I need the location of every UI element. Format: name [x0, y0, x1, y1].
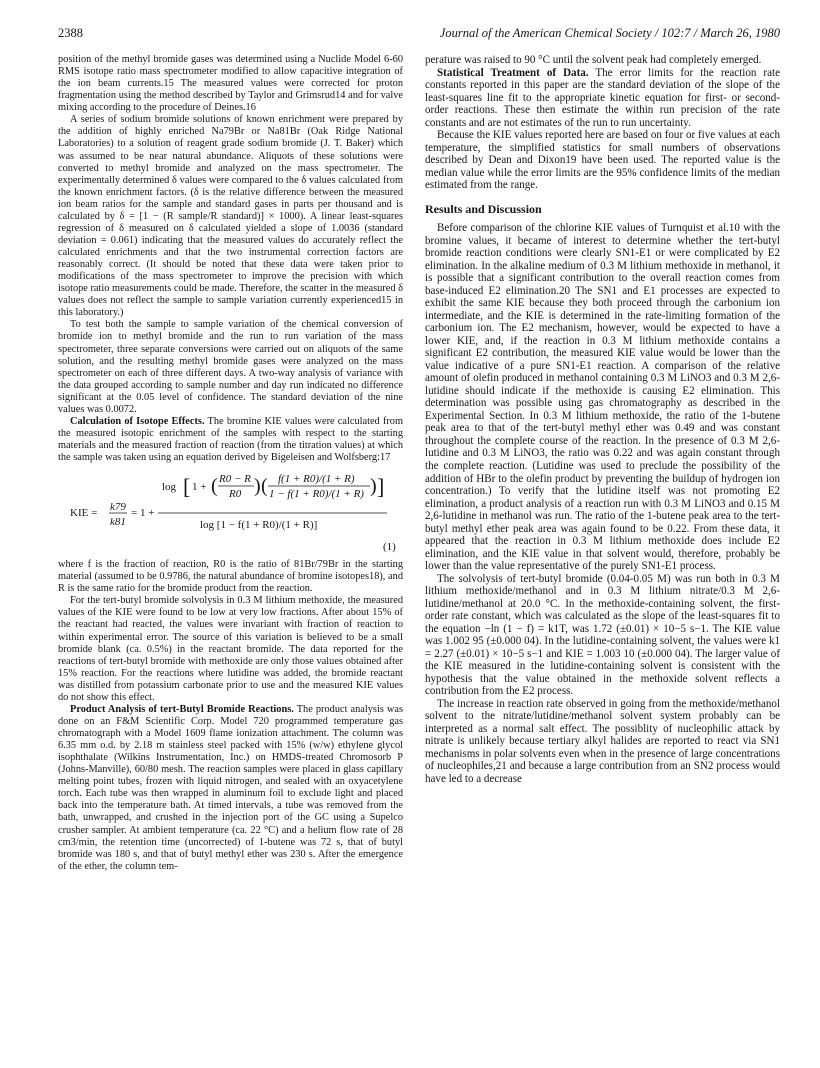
paragraph	[425, 67, 780, 130]
paragraph	[58, 416, 403, 464]
journal-citation: Journal of the American Chemical Society / 102:7 / March 26, 1980	[439, 26, 780, 40]
equation-r-denominator: R0	[229, 488, 242, 501]
left-column	[58, 54, 403, 873]
paragraph: Because the KIE values reported here are based on four or five values at each temperature, the simplified statistics for small numbers of observations described by Dean and Dixon19 have been used. The reported value is the median value while the error limits are the 95% confidence limits of the median estimated from the range.	[425, 129, 780, 192]
paragraph: The solvolysis of tert-butyl bromide (0.04-0.05 M) was run both in 0.3 M lithium methoxide/methanol and in 0.3 M lithium nitrate/0.3 M 2,6-lutidine/methanol at 20.0 °C. In the methoxide-containing solvent, the first-order rate constant, which was calculated as the slope of the least-squares fit to the equation −ln (1 − f) = k1T, was 1.72 (±0.01) × 10−5 s−1. The KIE value was 1.002 95 (±0.000 04). In the lutidine-containing solvent, the values were k1 = 2.27 (±0.01) × 10−5 s−1 and KIE = 1.003 10 (±0.000 04). The larger value of the KIE measured in the lutidine-containing solvent is consistent with the hypothesis that the value obtained in the methoxide solvent reflects a contribution from the E2 process.	[425, 572, 780, 698]
paragraph: where f is the fraction of reaction, R0 is the ratio of 81Br/79Br in the starting material (assumed to be 0.9786, the natural abundance of bromine isotopes18), and R is the same ratio for the bromide product from the reaction.	[58, 559, 403, 595]
equation-1	[58, 468, 403, 556]
paragraph: position of the methyl bromide gases was determined using a Nuclide Model 6-60 RMS isotope ratio mass spectrometer modified to allow capacitive integration of the ion beam currents.15 The measured values were corrected for proton fragmentation using the method described by Taylor and Grimsrud14 and for valve mixing according to the procedure of Deines.16	[58, 54, 403, 114]
right-column	[425, 54, 780, 785]
svg-text:]: ]	[377, 474, 385, 500]
equation-lhs: KIE =	[70, 507, 98, 520]
paragraph: To test both the sample to sample variation of the chemical conversion of bromide ion to methyl bromide and the run to run variation of the mass spectrometer, three separate conversions were carried out on aliquots of the same solution, and the resulting methyl bromide gases were analyzed on the mass spectrometer on each of three different days. A two-way analysis of variance with the data grouped according to sample number and day run indicated no difference significant at the 0.05 level of confidence. The standard deviation of the nine values was 0.0072.	[58, 319, 403, 415]
equation-k81: k81	[110, 516, 126, 529]
running-header	[58, 26, 780, 42]
paragraph-text: The product analysis was done on an F&M Scientific Corp. Model 720 programmed temperature gas chromatograph with a Model 1609 flame ionization attachment. The column was 6.35 mm o.d. by 2.18 m stainless steel packed with 15% (w/w) ethylene glycol isophthalate (Wilkins Instrumentation, Inc.) on HMDS-treated Chromosorb P (Johns-Manville), 60/80 mesh. The reaction samples were placed in glass capillary melting point tubes, frozen with liquid nitrogen, and sealed with an oxyacetylene torch. Each tube was then wrapped in aluminum foil to exclude light and placed back into the temperature bath. At timed intervals, a tube was removed from the bath, unwrapped, and crushed in the injection port of the GC using a Supelco crusher sampler. At ambient temperature (ca. 22 °C) and a helium flow rate of 28 cm3/min, the retention time (uncorrected) of 1-butene was 72 s, that of butyl bromide was 180 s, and that of butyl methyl ether was 230 s. After the emergence of the ether, the column tem-	[58, 703, 403, 872]
paragraph: Before comparison of the chlorine KIE values of Turnquist et al.10 with the bromine values, it became of interest to determine whether the tert-butyl bromide reaction conditions were clearly SN1-E1 or were complicated by E2 elimination. In the alkaline medium of 0.3 M lithium methoxide in methanol, it is possible that a significant contribution to the overall reaction comes from base-induced E2 elimination.20 The SN1 and E1 processes are expected to exhibit the same KIE because they both proceed through the carbonium ion intermediate, and the KIE is determined in the rate-limiting formation of the carbonium ion. The E2 mechanism, however, would be expected to have a lower KIE, and, if the reaction in 0.3 M lithium methoxide contains a significant E2 contribution, the measured KIE value would be lower than the value indicative of a pure SN1-E1 reaction. A comparison of the relative amount of olefin produced in methanol containing 0.3 M LiNO3 and 0.3 M 2,6-lutidine should indicate if the methoxide is causing E2 elimination. This determination was possible using gas chromatography as described in the Experimental Section. In 0.3 M lithium methoxide, the ratio of the 1-butene peak area to that of the tert-butyl methyl ether was 0.49 and was constant throughout the complete course of the reaction. In the presence of 0.3 M 2,6-lutidine and 0.3 M LiNO3, the ratio was 0.22 and was again constant through the complete reaction. (Lutidine was used to preclude the possibility of the addition of HBr to the olefin product by preventing the buildup of hydrogen ion concentration.) To verify that the lutidine itself was not promoting E2 elimination, a product analysis of a reaction run with 0.3 M LiNO3 and 0.15 M 2,6-lutidine in methanol was run. The ratio of the 1-butene peak area to the tert-butyl methyl ether peak area was again found to be 0.22. From these data, it appeared that the reaction in 0.3 M lithium methoxide does include E2 elimination, and the KIE value in that solvent would, therefore, probably be lower than the value representative of the purely SN1-E1 process.	[425, 222, 780, 573]
equation-f-numerator: f(1 + R0)/(1 + R)	[278, 473, 355, 486]
paragraph: For the tert-butyl bromide solvolysis in 0.3 M lithium methoxide, the measured values of the KIE were found to be low at very low fractions. After about 15% of the reactant had reacted, the values were invariant with fraction of reaction to within experimental error. The source of this variation is believed to be a small bromide blank (ca. 0.5%) in the reactant bromide. The data reported for the reactions of tert-butyl bromide with methoxide are only those values obtained after 15% reaction. For the reactions where lutidine was added, the bromide reactant was distilled from potassium carbonate prior to use and the measured KIE values do not show this effect.	[58, 595, 403, 703]
paragraph: A series of sodium bromide solutions of known enrichment were prepared by the addition of highly enriched Na79Br or Na81Br (Oak Ridge National Laboratories) to a solution of reagent grade sodium bromide (J. T. Baker) which was assumed to be near natural abundance. Aliquots of these solutions were converted to methyl bromide and analyzed on the mass spectrometer. The experimentally determined δ values were compared to the δ values calculated from the known enrichment factors. (δ is the relative difference between the measured ion beam ratios for the sample and standard gases in parts per thousand and is calculated by δ = [1 − (R sample/R standard)] × 1000). A linear least-squares regression of δ measured on δ calculated yielded a slope of 1.0036 (standard deviation = 0.061) indicating that the measured values do accurately reflect the calculated enrichments and that the two instrumental correction factors are reasonably correct. (It should be noted that these data were taken prior to modifications of the mass spectrometer to improve the precision with which isotope ratio measurements could be made. Therefore, the scatter in the measured δ values does not reflect the sample to sample variation currently experienced15 in this laboratory.)	[58, 114, 403, 319]
paragraph-text: The error limits for the reaction rate constants reported in this paper are the standard deviation of the slope of the least-squares line fit to the appropriate kinetic equation for first- or second-order reactions. These then estimate the within run precision of the rate constants and are not estimates of the run to run uncertainty.	[425, 66, 780, 129]
equation-log: log	[162, 481, 177, 494]
page-number: 2388	[58, 26, 83, 40]
paragraph	[58, 704, 403, 873]
svg-text:(: (	[211, 475, 218, 498]
equation-k79: k79	[110, 501, 126, 514]
equation-denominator: log [1 − f(1 + R0)/(1 + R)]	[200, 519, 318, 532]
svg-text:(: (	[261, 475, 268, 498]
subsection-heading: Calculation of Isotope Effects.	[70, 415, 205, 427]
svg-text:[: [	[183, 474, 191, 500]
subsection-heading: Product Analysis of tert-Butyl Bromide Reactions.	[70, 703, 294, 715]
equation-one-plus: = 1 +	[131, 507, 155, 520]
equation-number: (1)	[383, 541, 396, 554]
section-heading: Results and Discussion	[425, 201, 542, 216]
subsection-heading: Statistical Treatment of Data.	[437, 66, 589, 79]
svg-text:): )	[254, 475, 261, 498]
equation-r-numerator: R0 − R	[219, 473, 251, 486]
equation-f-denominator: 1 − f(1 + R0)/(1 + R)	[269, 488, 364, 501]
paragraph-text: The bromine KIE values were calculated from the measured isotopic enrichment of the samples with respect to the starting materials and the measured fraction of reaction (from the titration values) at which the sample was taken using an equation derived by Bigeleisen and Wolfsberg:17	[58, 415, 404, 464]
paragraph: The increase in reaction rate observed in going from the methoxide/methanol solvent to the nitrate/lutidine/methanol solvent system probably can be interpreted as a normal salt effect. The possiblity of nucleophilic attack by nitrate is unlikely because tertiary alkyl halides are reported to react via SN1 mechanisms in polar solvents even when in the presence of large concentrations of nucleophiles,21 and because a large contribution from an SN2 process would have led to a decrease	[425, 697, 780, 785]
equation-one-plus-inner: 1 +	[192, 481, 207, 494]
paragraph: perature was raised to 90 °C until the solvent peak had completely emerged.	[425, 54, 762, 66]
svg-text:): )	[370, 475, 377, 498]
